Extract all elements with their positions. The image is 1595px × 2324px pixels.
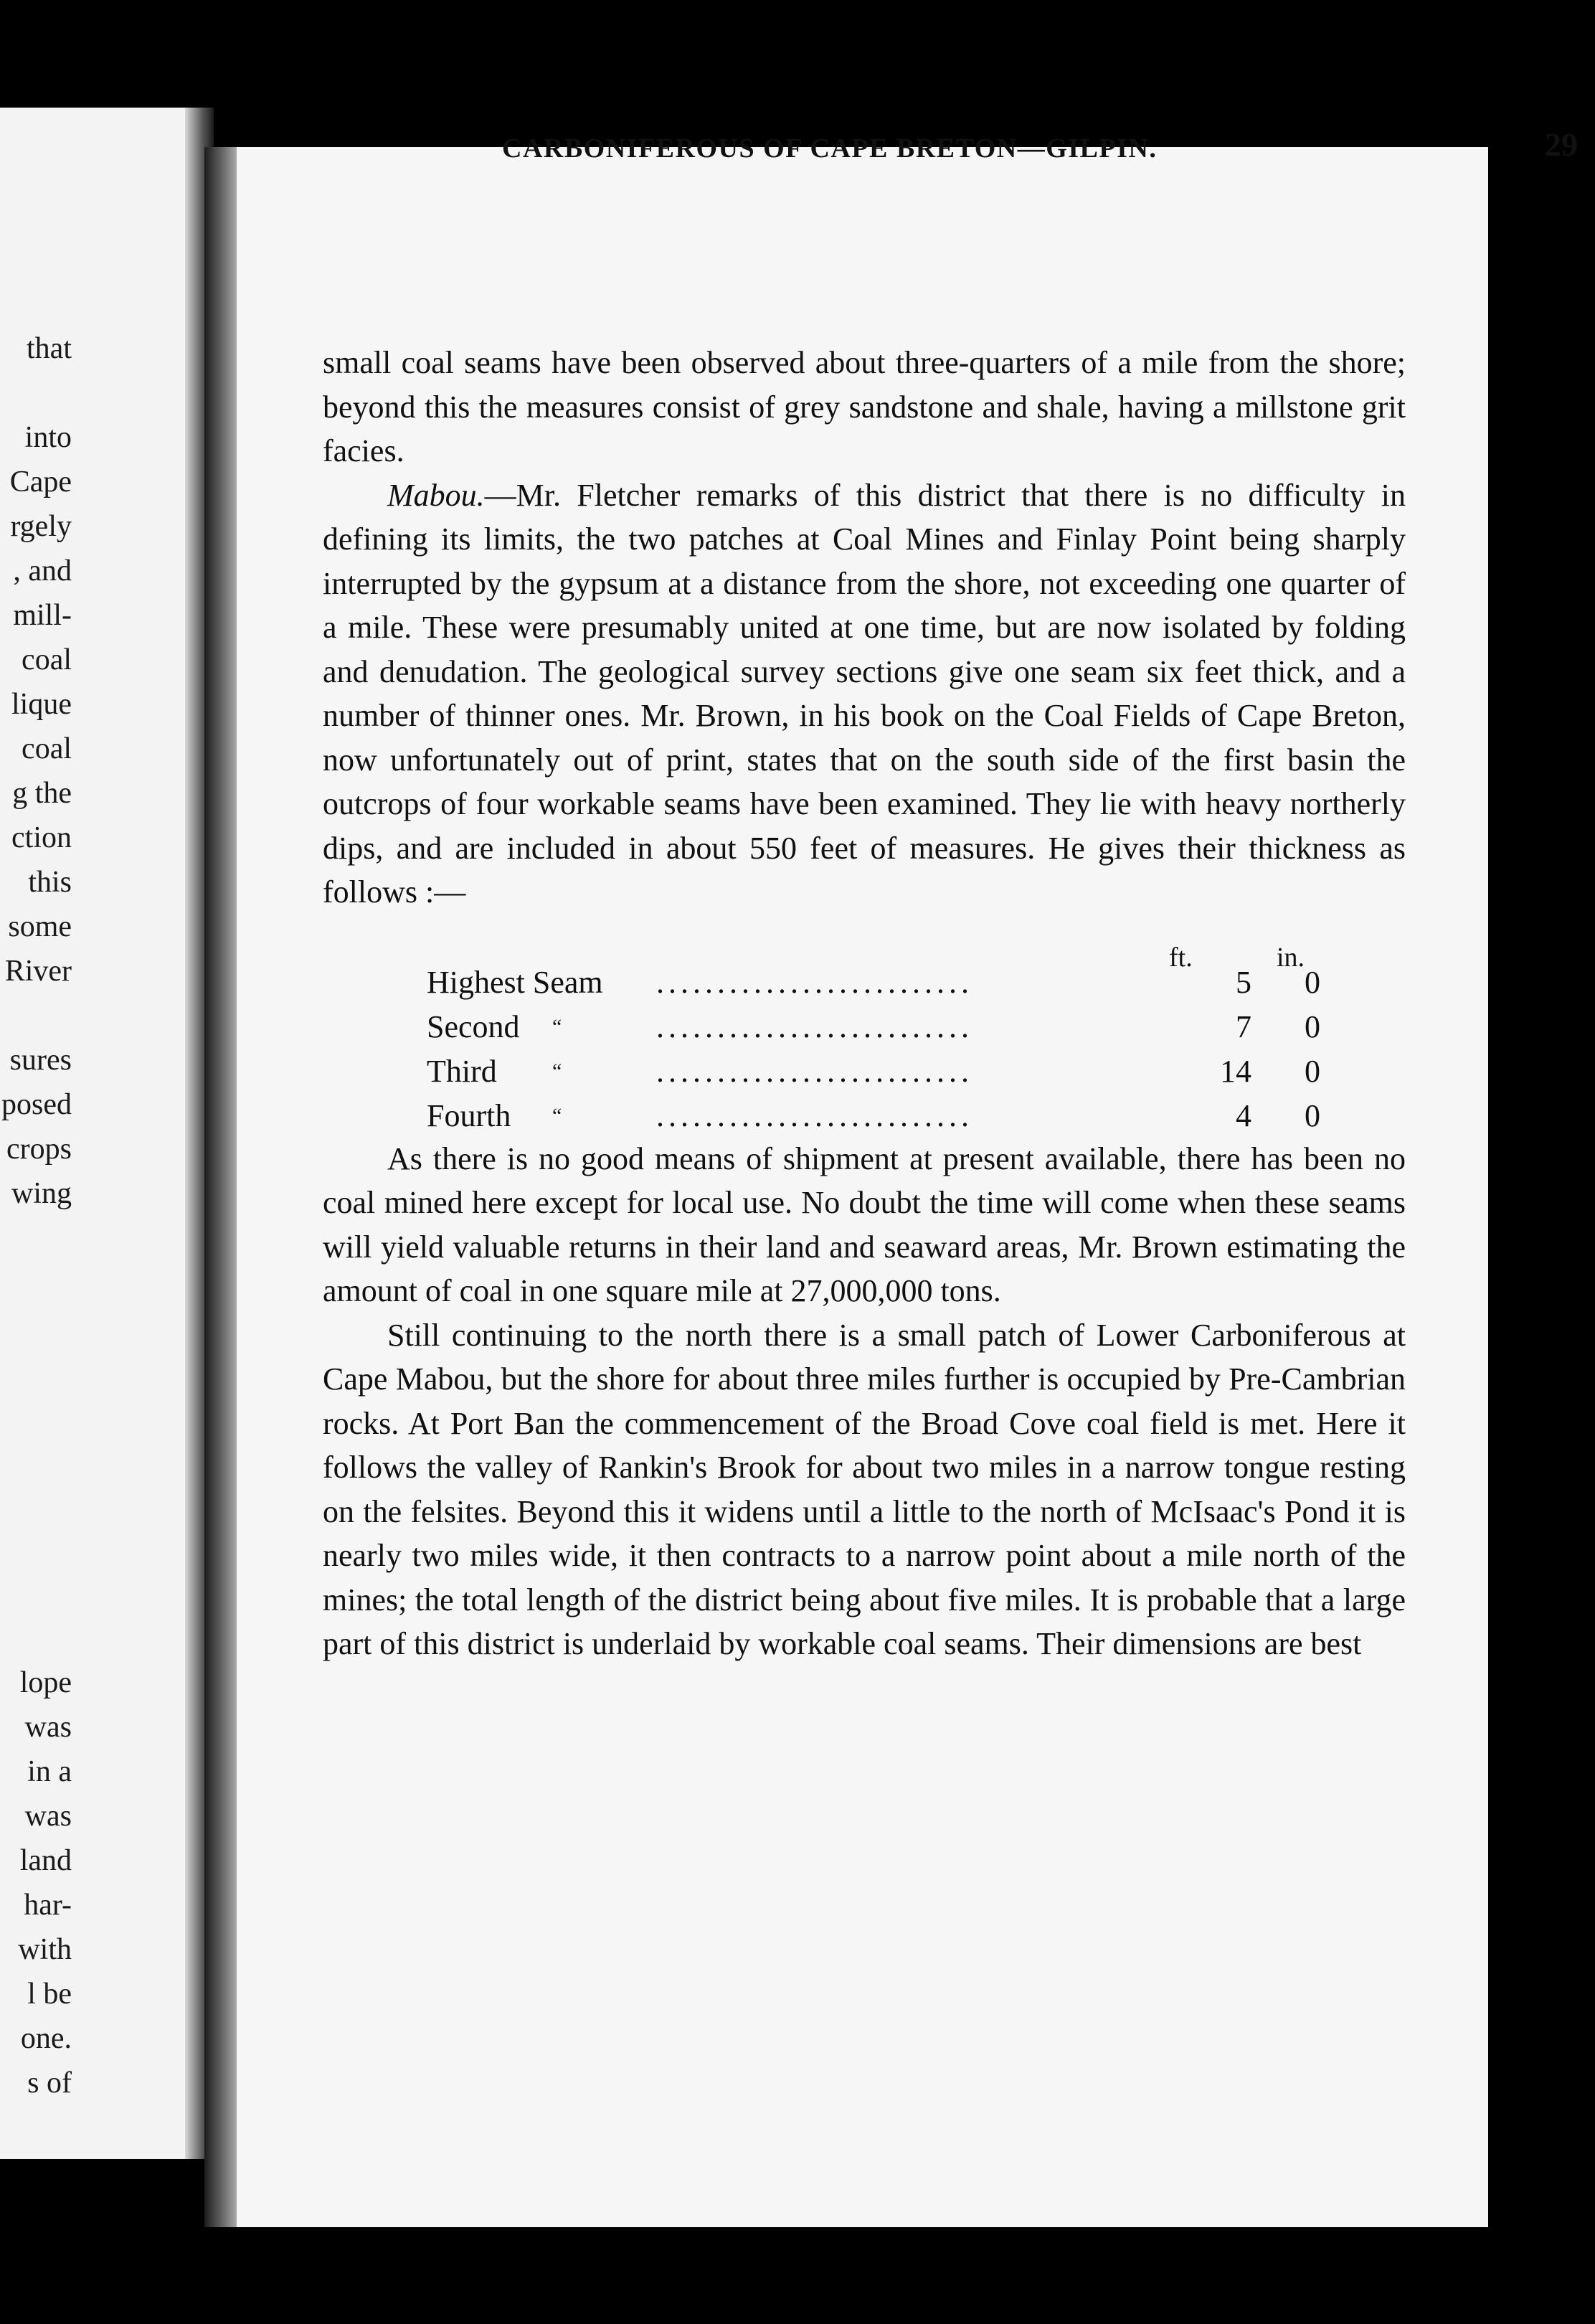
left-page-text-fragments	[0, 326, 72, 2105]
column-header-feet: ft.	[1169, 942, 1193, 973]
right-page	[237, 126, 1578, 2227]
seam-inches: 0	[1305, 1009, 1320, 1044]
left-page-fragment: one.	[20, 2022, 72, 2055]
page-body	[323, 341, 1406, 1666]
left-page-fragment: s of	[27, 2066, 72, 2099]
table-row	[427, 1005, 1373, 1049]
seam-inches: 0	[1305, 1053, 1320, 1089]
left-page-fragment	[0, 1572, 72, 1616]
dot-leader: ..........................	[656, 964, 973, 1000]
paragraph-lead-mabou: Mabou.	[387, 477, 485, 513]
left-page-fragment: lique	[11, 688, 72, 721]
left-page-fragment: crops	[6, 1133, 72, 1166]
left-page-fragment	[0, 1483, 72, 1527]
seam-feet: 7	[1236, 1009, 1251, 1044]
left-page-fragment: coal	[22, 643, 72, 676]
left-page-fragment: Cape	[9, 466, 72, 499]
dot-leader: ..........................	[656, 1053, 973, 1089]
left-page-fragment	[0, 993, 72, 1038]
seam-thickness-table	[323, 936, 1406, 1137]
dot-leader: ..........................	[656, 1009, 973, 1044]
seam-feet: 5	[1236, 964, 1251, 1000]
left-page-fragment	[0, 1438, 72, 1483]
left-page-fragment: coal	[22, 732, 72, 765]
left-page-fragment: , and	[13, 554, 72, 587]
left-page-fragment	[0, 1394, 72, 1438]
left-page-fragment: posed	[1, 1088, 72, 1121]
right-page-gutter-shadow	[204, 147, 240, 2227]
left-page-fragment	[0, 1349, 72, 1394]
ditto-mark: “	[552, 1059, 562, 1083]
table-row	[427, 1049, 1373, 1094]
left-page-fragment: this	[28, 866, 72, 899]
left-page-fragment: River	[4, 955, 72, 988]
seam-feet: 14	[1220, 1053, 1251, 1089]
left-page-fragment: was	[24, 1800, 72, 1833]
dot-leader: ..........................	[656, 1097, 973, 1133]
table-row	[427, 1094, 1373, 1138]
ditto-mark: “	[552, 1014, 562, 1039]
left-page-fragment: into	[24, 421, 72, 454]
left-page-fragment	[0, 371, 72, 415]
seam-label: Highest Seam	[427, 964, 603, 1000]
seam-label: Third	[427, 1053, 497, 1089]
paragraph-mabou-text: —Mr. Fletcher remarks of this district that there is no difficulty in defining its limits, the two patches at Coal Mines and Finlay Point being sharply interrupted by the gypsum at a distance from the shore, not exceeding one quarter of a mile. These were presumably united at one time, but are now isolated by folding and denudation. The geological survey sections give one seam six feet thick, and a number of thinner ones. Mr. Brown, in his book on the Coal Fields of Cape Breton, now unfortunately out of print, states that on the south side of the first basin the outcrops of four workable seams have been examined. They lie with heavy northerly dips, and are included in about 550 feet of measures. He gives their thickness as follows :—	[323, 477, 1406, 910]
left-page-fragment: in a	[27, 1755, 72, 1788]
paragraph-1: small coal seams have been observed about three-quarters of a mile from the shore; beyond this the measures consist of grey sandstone and shale, having a millstone grit facies.	[323, 345, 1406, 468]
seam-inches: 0	[1305, 964, 1320, 1000]
left-page-fragment: was	[24, 1711, 72, 1744]
left-page-fragment: mill-	[13, 599, 72, 632]
left-page-fragment: with	[18, 1933, 72, 1966]
ditto-mark: “	[552, 1103, 562, 1128]
left-page-fragment: lope	[19, 1666, 72, 1699]
left-page-fragment: rgely	[10, 510, 72, 543]
column-header-inches: in.	[1277, 942, 1305, 973]
left-page-fragment: sures	[9, 1044, 72, 1077]
paragraph-mabou	[323, 473, 1406, 915]
left-page-fragment	[0, 1527, 72, 1572]
page-number: 29	[1545, 126, 1578, 163]
left-page-fragment: g the	[12, 777, 72, 810]
left-page-fragment: ction	[11, 821, 72, 854]
seam-feet: 4	[1236, 1097, 1251, 1133]
running-title: CARBONIFEROUS OF CAPE BRETON—GILPIN.	[502, 133, 1158, 164]
left-page-fragment: some	[8, 910, 72, 943]
seam-inches: 0	[1305, 1097, 1320, 1133]
left-page-fragment	[0, 1616, 72, 1661]
left-page-fragment: har-	[24, 1889, 72, 1922]
paragraph-shipment: As there is no good means of shipment at present available, there has been no coal mined here except for local use. No doubt the time will come when these seams will yield valuable returns in their land and seaward areas, Mr. Brown estimating the amount of coal in one square mile at 27,000,000 tons.	[323, 1140, 1406, 1308]
running-header	[502, 126, 1578, 164]
left-page-fragment: that	[27, 332, 72, 365]
seam-label: Fourth	[427, 1097, 511, 1133]
left-page-fragment: l be	[27, 1978, 72, 2011]
left-page-fragment	[0, 1305, 72, 1349]
paragraph-broad-cove: Still continuing to the north there is a small patch of Lower Carboniferous at Cape Mabou, but the shore for about three miles further is occupied by Pre-Cambrian rocks. At Port Ban the commencement of the Broad Cove coal field is met. Here it follows the valley of Rankin's Brook for about two miles in a narrow tongue resting on the felsites. Beyond this it widens until a little to the north of McIsaac's Pond it is nearly two miles wide, it then contracts to a narrow point about a mile north of the mines; the total length of the district being about five miles. It is probable that a large part of this district is underlaid by workable coal seams. Their dimensions are best	[323, 1317, 1406, 1661]
table-row	[427, 960, 1373, 1005]
left-page-fragment	[0, 1216, 72, 1260]
left-page-fragment: wing	[11, 1177, 72, 1210]
seam-label: Second	[427, 1009, 520, 1044]
left-page-fragment: land	[19, 1844, 72, 1877]
left-page-fragment	[0, 1260, 72, 1305]
